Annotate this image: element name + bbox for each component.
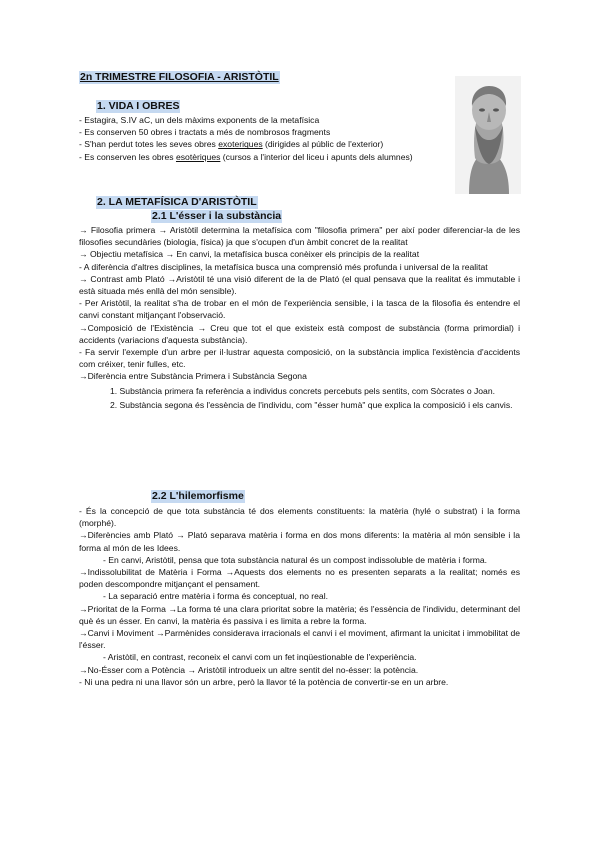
hile-dash-item: - Aristòtil, en contrast, reconeix el canvi com un fet inqüestionable de l'experiència. bbox=[103, 652, 417, 663]
hile-dash-item: - En canvi, Aristòtil, pensa que tota substància natural és un compost indissoluble de matèria i forma. bbox=[103, 554, 488, 565]
hile-paragraph: →Canvi i Moviment →Parmènides considerava irracionals el canvi i el moviment, afirmant la unicitat i immobilitat de l'ésser. bbox=[79, 628, 520, 651]
vida-list bbox=[79, 114, 451, 163]
esser-paragraph: →Composició de l'Existència → Creu que tot el que existeix està compost de substància (forma primordial) i accidents (variacions d'aquesta substància). bbox=[79, 322, 520, 345]
esser-content bbox=[79, 224, 520, 411]
hile-dash-item: - La separació entre matèria i forma és conceptual, no real. bbox=[103, 591, 328, 602]
hile-paragraph: →Prioritat de la Forma →La forma té una clara prioritat sobre la matèria; és l'essència de l'individu, determinant del què és un ésser. En canvi, la matèria és passiva i es limita a rebre la forma. bbox=[79, 603, 520, 626]
hile-paragraph: →Diferències amb Plató → Plató separava matèria i forma en dos mons diferents: la matèria al món sensible i la forma al món de les Idees. bbox=[79, 530, 520, 553]
esser-paragraph: → Contrast amb Plató →Aristòtil té una visió diferent de la de Plató (el qual pensava que la realitat és immutable i està situada més enllà del món sensible). bbox=[79, 273, 520, 297]
esser-paragraph: → Objectiu metafísica → En canvi, la metafísica busca conèixer els principis de la realitat bbox=[79, 249, 420, 260]
esser-paragraph: - Per Aristòtil, la realitat s'ha de trobar en el món de l'experiència sensible, i la tasca de la filosofia és entendre el canvi constant mitjançant l'observació. bbox=[79, 298, 520, 321]
hile-paragraph: - Ni una pedra ni una llavor són un arbre, però la llavor té la potència de convertir-se en un arbre. bbox=[79, 676, 449, 687]
esser-paragraph: - A diferència d'altres disciplines, la metafísica busca una comprensió més profunda i universal de la realitat bbox=[79, 261, 488, 272]
vida-item-2: - Es conserven 50 obres i tractats a més de nombrosos fragments bbox=[79, 127, 331, 138]
aristotle-bust-image bbox=[455, 76, 521, 194]
hilemorfisme-content bbox=[79, 505, 520, 688]
subsection-heading-hilemorfisme: 2.2 L'hilemorfisme bbox=[152, 490, 244, 502]
hile-paragraph: →Indissolubilitat de Matèria i Forma →Aquests dos elements no es presenten separats a la realitat; només es poden descompondre mitjançant el pensament. bbox=[79, 567, 520, 590]
numbered-item-1: 1. Substància primera fa referència a individus concrets percebuts pels sentits, com Sòcrates o Joan. bbox=[110, 385, 496, 396]
hile-paragraph: →No-Ésser com a Potència → Aristòtil introdueix un altre sentit del no-ésser: la potència. bbox=[79, 664, 419, 675]
esser-paragraph: → Filosofia primera → Aristòtil determina la metafísica com "filosofia primera" per així poder diferenciar-la de les filosofies secundàries (biologia, física) ja que s'ocupen d'un àmbit concret de la realitat bbox=[79, 225, 520, 248]
esser-paragraph: →Diferència entre Substància Primera i Substància Segona bbox=[79, 371, 307, 382]
numbered-item-2: 2. Substància segona és l'essència de l'individu, com "ésser humà" que explica la composició i els canvis. bbox=[110, 399, 513, 410]
section-heading-vida: 1. VIDA I OBRES bbox=[97, 100, 180, 112]
vida-item-1: - Estagira, S.IV aC, un dels màxims exponents de la metafísica bbox=[79, 115, 320, 125]
hile-paragraph: - És la concepció de que tota substància té dos elements constituents: la matèria (hylé o substrat) i la forma (morphé). bbox=[79, 506, 520, 529]
vida-item-3: - S'han perdut totes les seves obres exoteriques (dirigides al públic de l'exterior) bbox=[79, 139, 384, 150]
document-title: 2n TRIMESTRE FILOSOFIA - ARISTÒTIL bbox=[80, 71, 279, 83]
esser-paragraph: - Fa servir l'exemple d'un arbre per il·lustrar aquesta composició, on la substància implica l'existència d'accidents com créixer, tenir fulles, etc. bbox=[79, 347, 520, 370]
vida-item-4: - Es conserven les obres esotèriques (cursos a l'interior del liceu i apunts dels alumnes) bbox=[79, 151, 413, 162]
section-heading-metafisica: 2. LA METAFÍSICA D'ARISTÒTIL bbox=[97, 196, 257, 208]
subsection-heading-esser: 2.1 L'ésser i la substància bbox=[152, 210, 282, 222]
